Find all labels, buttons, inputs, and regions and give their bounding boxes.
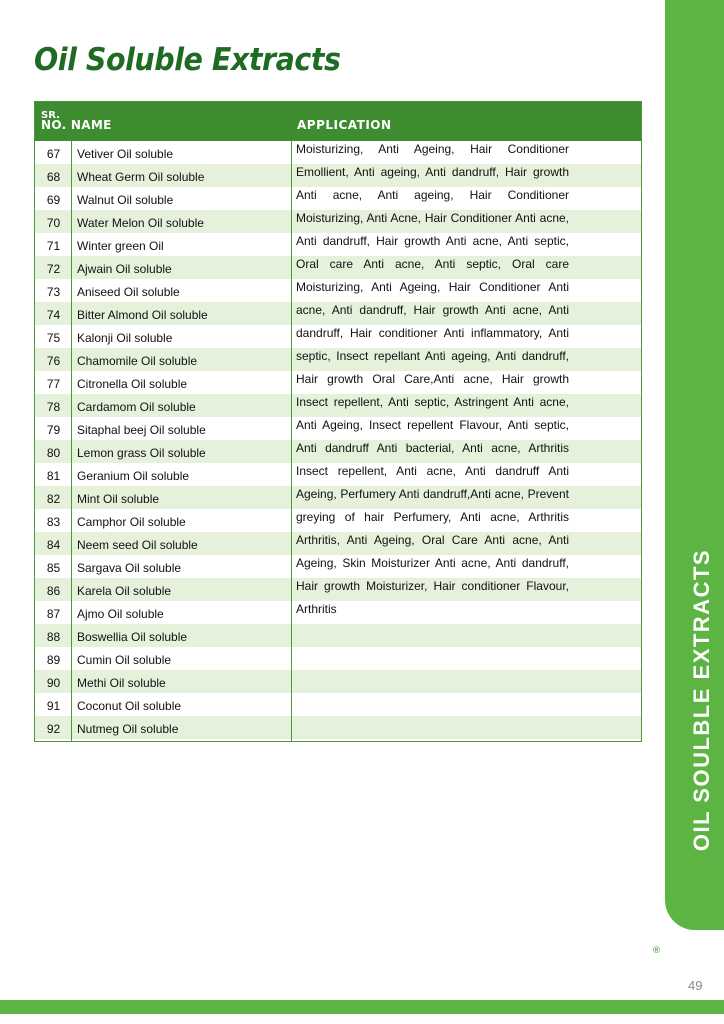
row-name: Cumin Oil soluble xyxy=(77,653,172,667)
row-name: Coconut Oil soluble xyxy=(77,699,182,713)
row-name: Winter green Oil xyxy=(77,239,164,253)
row-name: Aniseed Oil soluble xyxy=(77,285,180,299)
row-number: 67 xyxy=(46,147,61,161)
column-divider xyxy=(71,141,72,741)
row-number: 87 xyxy=(46,607,61,621)
side-tab-label: OIL SOULBLE EXTRACTS xyxy=(689,548,714,852)
row-name: Geranium Oil soluble xyxy=(77,469,190,483)
row-number: 72 xyxy=(46,262,61,276)
row-name: Water Melon Oil soluble xyxy=(77,216,204,230)
row-number: 75 xyxy=(46,331,61,345)
row-name: Camphor Oil soluble xyxy=(77,515,186,529)
row-number: 80 xyxy=(46,446,61,460)
row-number: 73 xyxy=(46,285,61,299)
row-name: Citronella Oil soluble xyxy=(77,377,188,391)
page-number: 49 xyxy=(688,978,703,993)
header-no-name: NO. NAME xyxy=(41,118,112,132)
row-name: Kalonji Oil soluble xyxy=(77,331,173,345)
row-number: 69 xyxy=(46,193,61,207)
row-number: 68 xyxy=(46,170,61,184)
row-number: 90 xyxy=(46,676,61,690)
row-number: 92 xyxy=(46,722,61,736)
row-number: 71 xyxy=(46,239,61,253)
row-number: 77 xyxy=(46,377,61,391)
row-name: Ajmo Oil soluble xyxy=(77,607,164,621)
row-name: Methi Oil soluble xyxy=(77,676,166,690)
row-number: 83 xyxy=(46,515,61,529)
table-row xyxy=(35,647,641,670)
application-text: Moisturizing, Anti Ageing, Hair Conditioner Emollient, Anti ageing, Anti dandruff, Hair growth Anti acne, Anti ageing, Hair Conditioner Moisturizing, Anti Acne, Hair Conditioner Anti acne, Anti dandruff, Hair growth Anti acne, Anti septic, Oral care Anti acne, Anti septic, Oral care Moisturizing, Anti Ageing, Hair Conditioner Anti acne, Anti dandruff, Hair growth Anti acne, Anti dandruff, Hair conditioner Anti inflammatory, Anti septic, Insect repellant Anti ageing, Anti dandruff, Hair growth Oral Care,Anti acne, Hair growth Insect repellent, Anti septic, Astringent Anti acne, Anti Ageing, Insect repellent Flavour, Anti septic, Anti dandruff Anti bacterial, Anti acne, Arthritis Insect repellent, Anti acne, Anti dandruff Anti Ageing, Perfumery Anti dandruff,Anti acne, Prevent greying of hair Perfumery, Anti acne, Arthritis Arthritis, Anti Ageing, Oral Care Anti acne, Anti Ageing, Skin Moisturizer Anti acne, Anti dandruff, Hair growth Moisturizer, Hair conditioner Flavour, Arthritis xyxy=(296,142,569,616)
page-title: Oil Soluble Extracts xyxy=(34,42,341,78)
row-number: 70 xyxy=(46,216,61,230)
row-name: Lemon grass Oil soluble xyxy=(77,446,206,460)
registered-mark: ® xyxy=(652,946,661,956)
header-sr: SR. xyxy=(41,110,60,121)
table-row xyxy=(35,624,641,647)
row-name: Bitter Almond Oil soluble xyxy=(77,308,208,322)
column-divider xyxy=(291,141,292,741)
row-name: Mint Oil soluble xyxy=(77,492,160,506)
row-number: 85 xyxy=(46,561,61,575)
row-name: Cardamom Oil soluble xyxy=(77,400,196,414)
table-header xyxy=(35,102,641,141)
row-number: 81 xyxy=(46,469,61,483)
table-row xyxy=(35,693,641,716)
row-number: 82 xyxy=(46,492,61,506)
row-name: Chamomile Oil soluble xyxy=(77,354,198,368)
row-name: Vetiver Oil soluble xyxy=(77,147,174,161)
row-name: Karela Oil soluble xyxy=(77,584,172,598)
row-number: 76 xyxy=(46,354,61,368)
bottom-bar xyxy=(0,1000,724,1014)
row-number: 84 xyxy=(46,538,61,552)
table-row xyxy=(35,670,641,693)
row-name: Neem seed Oil soluble xyxy=(77,538,198,552)
row-name: Sargava Oil soluble xyxy=(77,561,182,575)
row-number: 79 xyxy=(46,423,61,437)
row-number: 78 xyxy=(46,400,61,414)
row-name: Sitaphal beej Oil soluble xyxy=(77,423,206,437)
row-number: 88 xyxy=(46,630,61,644)
row-number: 86 xyxy=(46,584,61,598)
row-number: 74 xyxy=(46,308,61,322)
row-number: 91 xyxy=(46,699,61,713)
header-application: APPLICATION xyxy=(297,118,392,132)
row-name: Wheat Germ Oil soluble xyxy=(77,170,205,184)
row-name: Boswellia Oil soluble xyxy=(77,630,188,644)
row-name: Walnut Oil soluble xyxy=(77,193,174,207)
row-name: Ajwain Oil soluble xyxy=(77,262,172,276)
row-number: 89 xyxy=(46,653,61,667)
row-name: Nutmeg Oil soluble xyxy=(77,722,179,736)
table-row xyxy=(35,716,641,739)
